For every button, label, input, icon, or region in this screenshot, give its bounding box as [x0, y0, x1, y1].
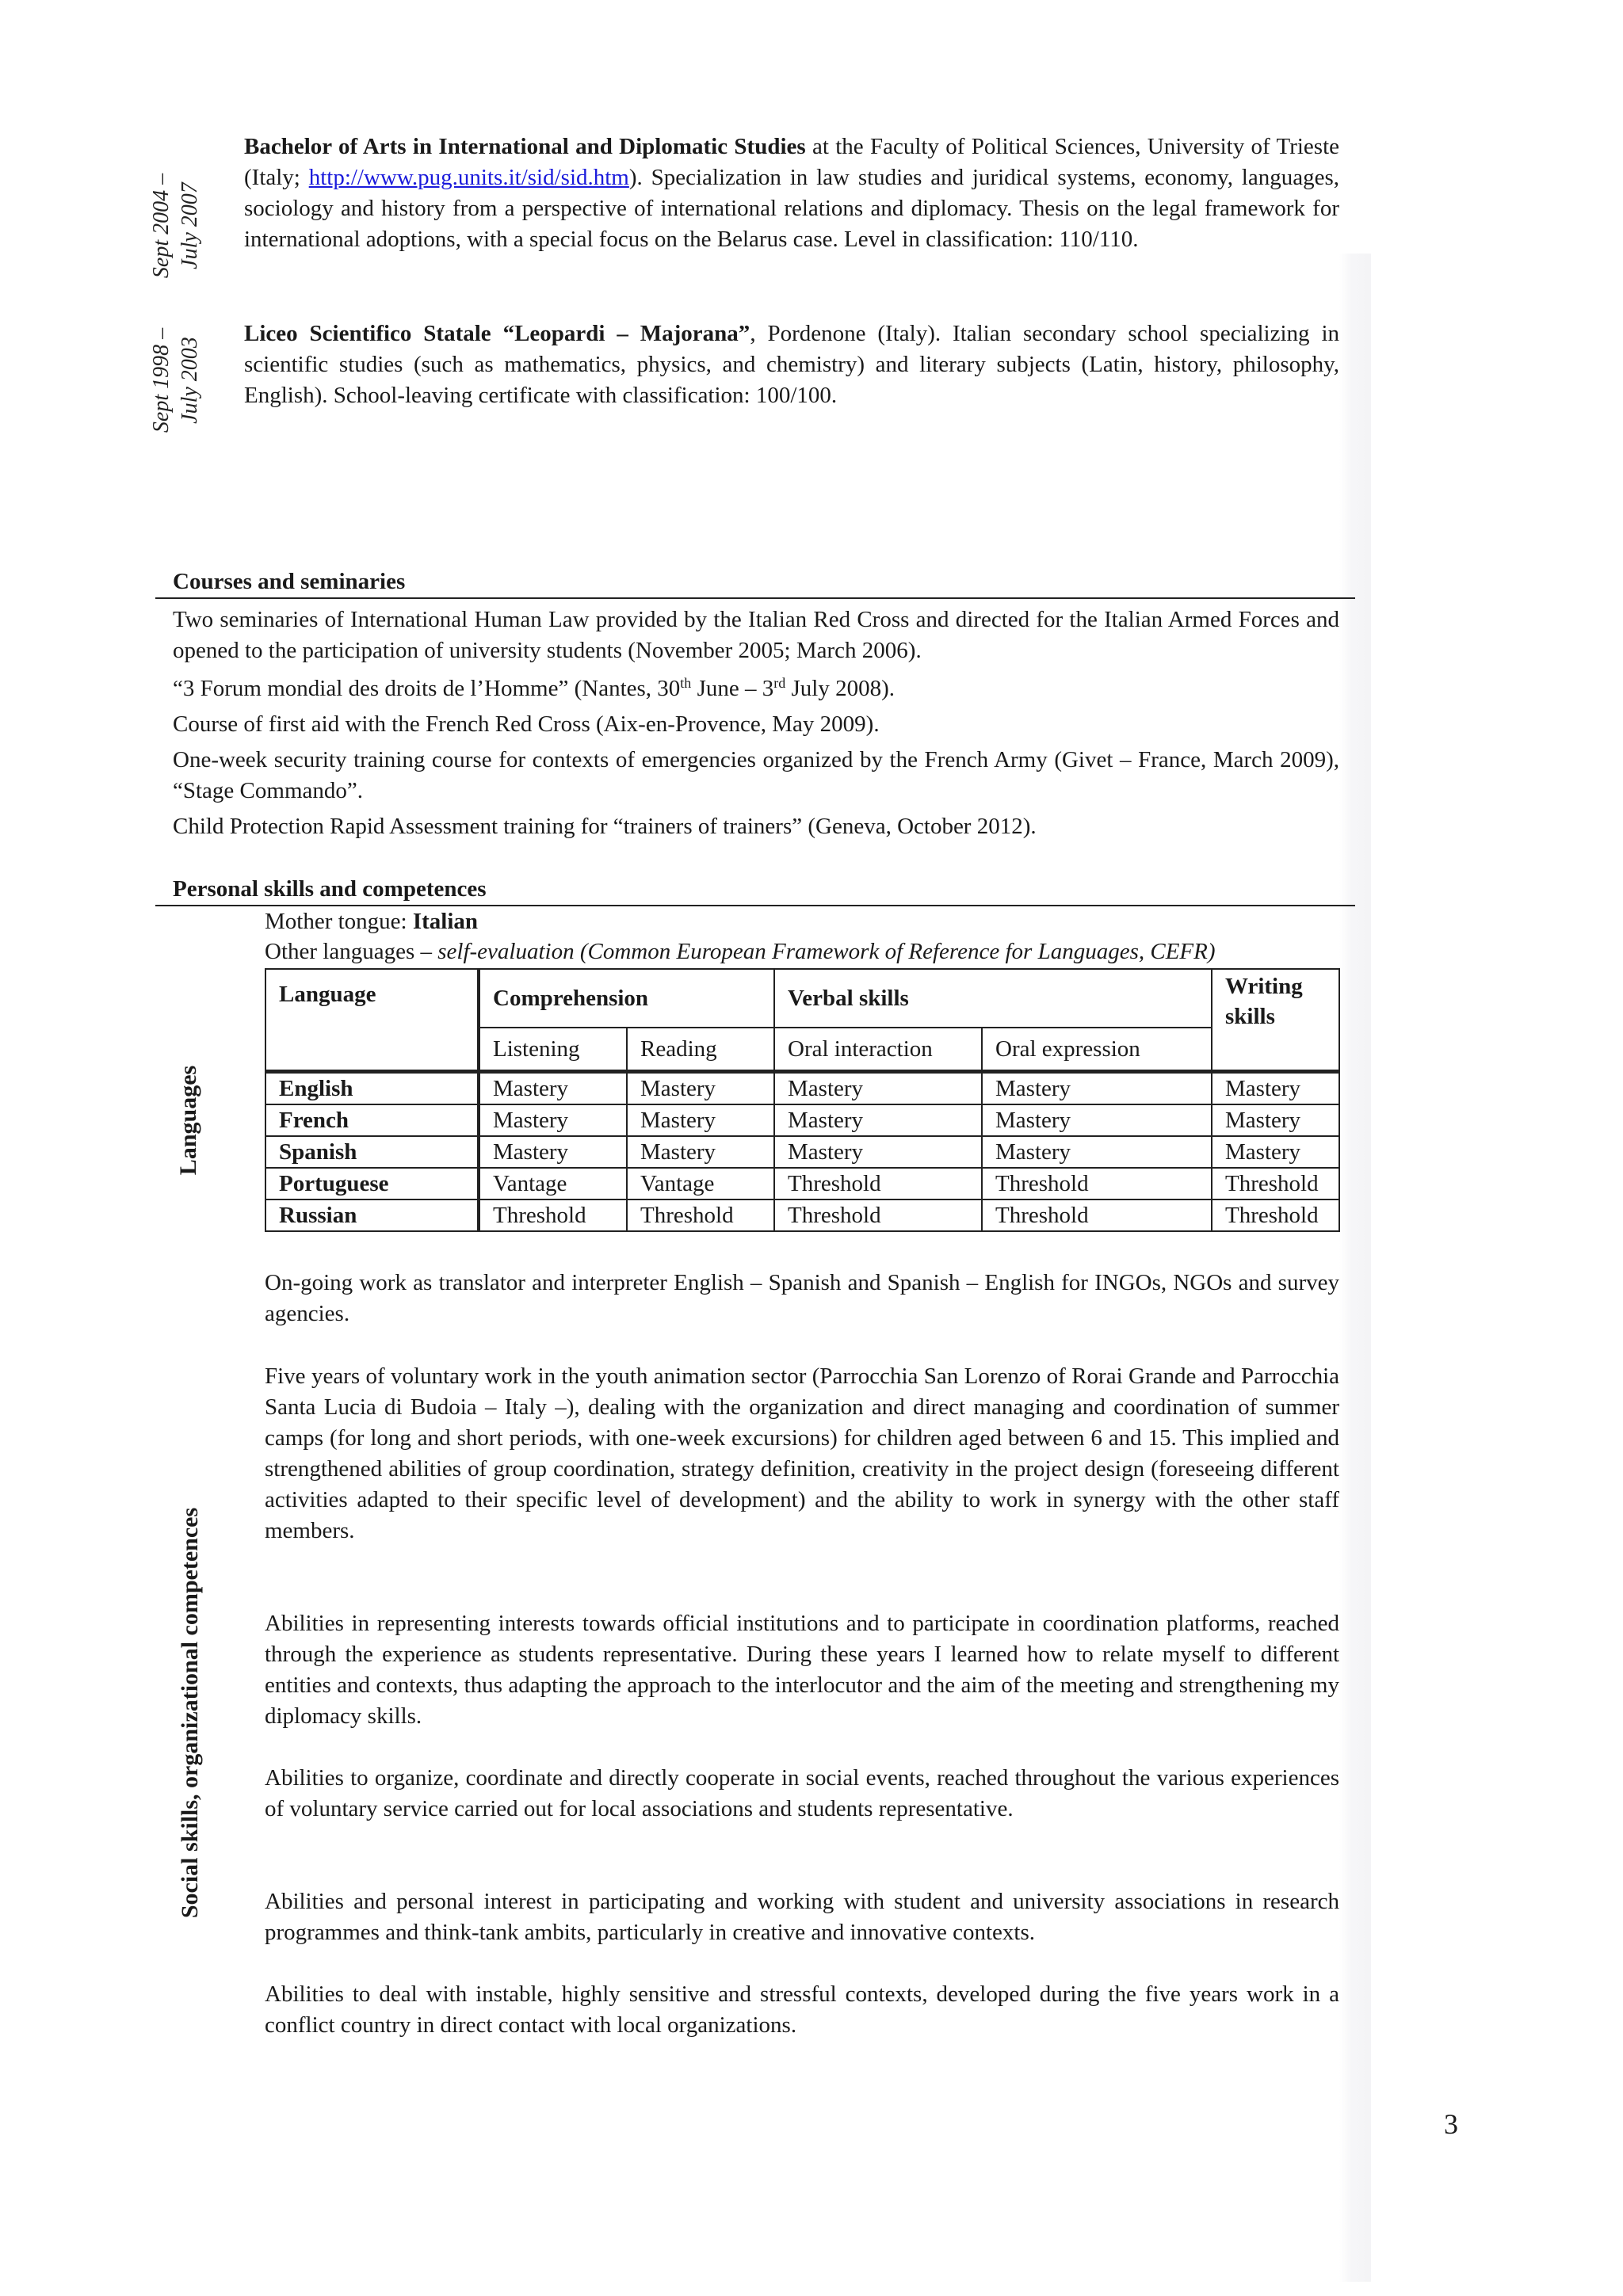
sub-oral-interaction-header: Oral interaction — [774, 1028, 982, 1072]
university-link[interactable]: http://www.pug.units.it/sid/sid.htm — [308, 165, 629, 190]
education-bachelor: Bachelor of Arts in International and Diplomatic Studies at the Faculty of Political Sciences, University of Trieste (Italy; http://www.pug.units.it/sid/sid.htm). Specialization in law studies and juridical systems, economy, languages, sociology and history from a perspective of international relations and diplomacy. Thesis on the legal framework for international adoptions, with a special focus on the Belarus case. Level in classification: 110/110. — [244, 134, 1340, 252]
page-number: 3 — [1444, 2108, 1458, 2140]
table-row: French Mastery Mastery Mastery Mastery Mastery — [265, 1104, 1339, 1136]
course-item: Two seminaries of International Human Law provided by the Italian Red Cross and directed for the Italian Armed Forces and opened to the participation of university students (November 2005; March 2006). — [173, 607, 1339, 663]
social-paragraph: Abilities to organize, coordinate and directly cooperate in social events, reached throughout the various experiences of voluntary service carried out for local associations and students representative. — [265, 1765, 1339, 1821]
col-comprehension-header: Comprehension — [479, 969, 774, 1028]
courses-rule — [155, 597, 1355, 599]
social-paragraph: Abilities in representing interests towards official institutions and to participate in coordination platforms, reached through the experience as students representative. During these years I learned how to relate myself to different entities and contexts, thus adapting the approach to the interlocutor and the aim of the meeting and strengthening my diplomacy skills. — [265, 1611, 1339, 1729]
language-skills-table — [265, 968, 1340, 1232]
languages-side-label: Languages — [175, 1065, 201, 1176]
page-edge-shadow — [1339, 254, 1371, 2282]
courses-heading: Courses and seminaries — [173, 569, 406, 594]
education-liceo: Liceo Scientifico Statale “Leopardi – Majorana”, Pordenone (Italy). Italian secondary school specializing in scientific studies (such as mathematics, physics, and chemistry) and literary subjects (Latin, history, philosophy, English). School-leaving certificate with classification: 100/100. — [244, 321, 1339, 408]
social-paragraph: Five years of voluntary work in the youth animation sector (Parrocchia San Lorenzo of Rorai Grande and Parrocchia Santa Lucia di Budoia – Italy –), dealing with the organization and direct managing and coordination of summer camps (for long and short periods, with one-week excursions) for children aged between 6 and 15. This implied and strengthened abilities of group coordination, strategy definition, creativity in the project design (foreseeing different activities adapted to their specific level of development) and the ability to work in synergy with the other staff members. — [265, 1363, 1339, 1543]
other-languages: Other languages – self-evaluation (Common European Framework of Reference for Languages, CEFR) — [265, 939, 1216, 964]
school-title: Liceo Scientifico Statale “Leopardi – Majorana” — [244, 321, 750, 346]
col-language-header: Language — [265, 969, 479, 1072]
translator-text: On-going work as translator and interpreter English – Spanish and Spanish – English for INGOs, NGOs and survey agencies. — [265, 1270, 1339, 1326]
sub-listening-header: Listening — [479, 1028, 627, 1072]
social-paragraph: Abilities and personal interest in participating and working with student and university associations in research programmes and think-tank ambits, particularly in creative and innovative contexts. — [265, 1889, 1339, 1945]
course-item: Child Protection Rapid Assessment training for “trainers of trainers” (Geneva, October 2012). — [173, 814, 1037, 839]
degree-title: Bachelor of Arts in International and Diplomatic Studies — [244, 134, 806, 159]
col-writing-header: Writing skills — [1212, 969, 1339, 1072]
mother-tongue: Mother tongue: Italian — [265, 909, 479, 934]
col-verbal-header: Verbal skills — [774, 969, 1212, 1028]
course-item: “3 Forum mondial des droits de l’Homme” (Nantes, 30th June – 3rd July 2008). — [173, 675, 895, 701]
table-row: English Mastery Mastery Mastery Mastery Mastery — [265, 1072, 1339, 1105]
table-row: Portuguese Vantage Vantage Threshold Threshold Threshold — [265, 1168, 1339, 1199]
date-range-bachelor: Sept 2004 – July 2007 — [149, 173, 202, 279]
sub-reading-header: Reading — [627, 1028, 774, 1072]
date-range-liceo: Sept 1998 – July 2003 — [149, 327, 202, 433]
social-paragraph: Abilities to deal with instable, highly sensitive and stressful contexts, developed during the five years work in a conflict country in direct contact with local organizations. — [265, 1981, 1339, 2038]
table-row: Russian Threshold Threshold Threshold Threshold Threshold — [265, 1199, 1339, 1231]
course-item: One-week security training course for contexts of emergencies organized by the French Army (Givet – France, March 2009), “Stage Commando”. — [173, 747, 1339, 803]
course-item: Course of first aid with the French Red Cross (Aix-en-Provence, May 2009). — [173, 711, 880, 737]
social-skills-side-label: Social skills, organizational competences — [177, 1507, 203, 1919]
table-row: Spanish Mastery Mastery Mastery Mastery Mastery — [265, 1136, 1339, 1168]
skills-heading: Personal skills and competences — [173, 876, 487, 902]
sub-oral-expression-header: Oral expression — [982, 1028, 1212, 1072]
